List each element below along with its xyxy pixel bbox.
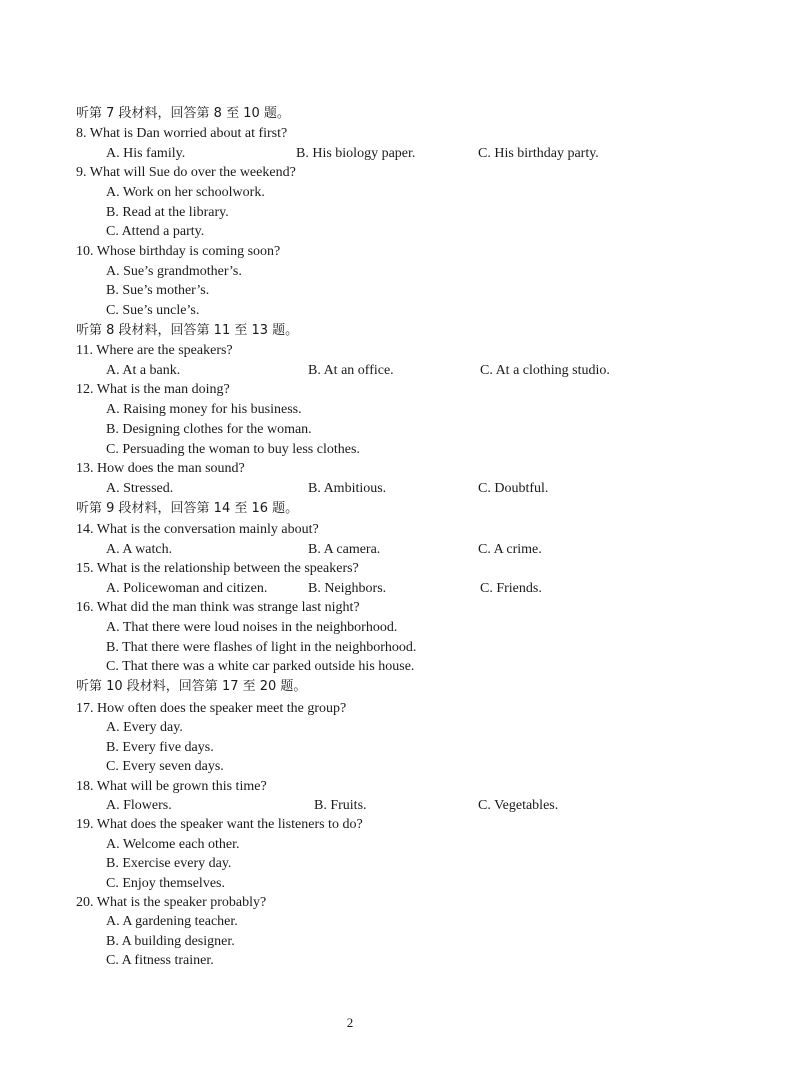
option-b: B. A building designer. xyxy=(106,934,235,949)
question-10: 10. Whose birthday is coming soon? xyxy=(76,244,281,259)
question-8-options xyxy=(0,144,794,164)
question-18: 18. What will be grown this time? xyxy=(76,779,267,794)
section-heading-8: 听第 8 段材料，回答第 11 至 13 题。 xyxy=(76,323,299,338)
question-13: 13. How does the man sound? xyxy=(76,461,245,476)
option-c: C. Every seven days. xyxy=(106,759,224,774)
option-b: B. His biology paper. xyxy=(296,146,416,161)
page-number: 2 xyxy=(346,1015,354,1030)
option-c: C. At a clothing studio. xyxy=(480,363,610,378)
option-b: B. Designing clothes for the woman. xyxy=(106,422,312,437)
option-c: C. Friends. xyxy=(480,581,542,596)
question-20: 20. What is the speaker probably? xyxy=(76,895,267,910)
option-a: A. Flowers. xyxy=(106,798,172,813)
question-14: 14. What is the conversation mainly about? xyxy=(76,522,319,537)
option-b: B. Neighbors. xyxy=(308,581,387,596)
option-b: B. Sue’s mother’s. xyxy=(106,283,210,298)
option-b: B. Read at the library. xyxy=(106,205,229,220)
question-11-options xyxy=(0,361,794,381)
option-c: C. Enjoy themselves. xyxy=(106,876,225,891)
question-14-options xyxy=(0,540,794,560)
question-17: 17. How often does the speaker meet the group? xyxy=(76,701,347,716)
option-b: B. Fruits. xyxy=(314,798,367,813)
question-13-options xyxy=(0,479,794,499)
option-a: A. Sue’s grandmother’s. xyxy=(106,264,242,279)
option-a: A. Work on her schoolwork. xyxy=(106,185,265,200)
question-15: 15. What is the relationship between the speakers? xyxy=(76,561,359,576)
option-b: B. Ambitious. xyxy=(308,481,387,496)
option-c: C. Vegetables. xyxy=(478,798,559,813)
option-c: C. Persuading the woman to buy less clothes. xyxy=(106,442,360,457)
option-a: A. A gardening teacher. xyxy=(106,914,238,929)
option-c: C. A fitness trainer. xyxy=(106,953,214,968)
section-heading-10: 听第 10 段材料，回答第 17 至 20 题。 xyxy=(76,679,307,694)
option-b: B. That there were flashes of light in the neighborhood. xyxy=(106,640,417,655)
option-a: A. Every day. xyxy=(106,720,183,735)
question-19: 19. What does the speaker want the listeners to do? xyxy=(76,817,363,832)
option-a: A. Welcome each other. xyxy=(106,837,240,852)
question-8: 8. What is Dan worried about at first? xyxy=(76,126,288,141)
question-11: 11. Where are the speakers? xyxy=(76,343,233,358)
option-b: B. Exercise every day. xyxy=(106,856,232,871)
option-c: C. Sue’s uncle’s. xyxy=(106,303,200,318)
question-16: 16. What did the man think was strange last night? xyxy=(76,600,360,615)
option-a: A. That there were loud noises in the neighborhood. xyxy=(106,620,398,635)
question-9: 9. What will Sue do over the weekend? xyxy=(76,165,296,180)
option-a: A. Policewoman and citizen. xyxy=(106,581,268,596)
option-c: C. A crime. xyxy=(478,542,542,557)
section-heading-9: 听第 9 段材料，回答第 14 至 16 题。 xyxy=(76,501,299,516)
option-a: A. Stressed. xyxy=(106,481,174,496)
question-12: 12. What is the man doing? xyxy=(76,382,230,397)
section-heading-7: 听第 7 段材料，回答第 8 至 10 题。 xyxy=(76,106,290,121)
option-b: B. A camera. xyxy=(308,542,381,557)
question-18-options xyxy=(0,796,794,816)
option-c: C. Attend a party. xyxy=(106,224,205,239)
option-c: C. That there was a white car parked outside his house. xyxy=(106,659,415,674)
option-b: B. Every five days. xyxy=(106,740,214,755)
option-a: A. At a bank. xyxy=(106,363,181,378)
option-a: A. A watch. xyxy=(106,542,173,557)
option-a: A. His family. xyxy=(106,146,186,161)
question-15-options xyxy=(0,579,794,599)
option-c: C. His birthday party. xyxy=(478,146,599,161)
option-b: B. At an office. xyxy=(308,363,394,378)
option-a: A. Raising money for his business. xyxy=(106,402,302,417)
option-c: C. Doubtful. xyxy=(478,481,549,496)
